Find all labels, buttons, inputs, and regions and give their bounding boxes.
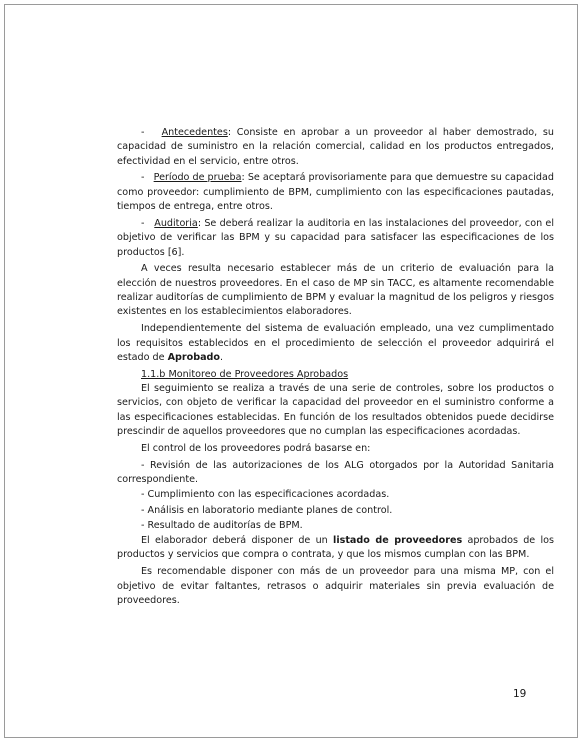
bullet-dash: - [141, 172, 145, 184]
bullet-text: : Se aceptará provisoriamente para que demuestre su capacidad como proveedor: cumplimiento de BPM, cumplimiento con las especificaciones pautadas, tiempos de entrega, entre otros. [117, 172, 554, 213]
bullet-term: Auditoria [154, 217, 198, 229]
paragraph-text: El elaborador deberá disponer de un [141, 535, 334, 547]
bullet-text: : Se deberá realizar la auditoria en las instalaciones del proveedor, con el objetivo de verificar las BPM y su capacidad para satisfacer las especificaciones de los productos [6]. [117, 217, 554, 258]
list-item: - Revisión de las autorizaciones de los ALG otorgados por la Autoridad Sanitaria correspondiente. [117, 459, 554, 485]
bold-term-listado: listado de proveedores [333, 535, 463, 547]
bullet-dash: - [141, 217, 145, 229]
paragraph-seguimiento: El seguimiento se realiza a través de una serie de controles, sobre los productos o servicios, con objeto de verificar la capacidad del proveedor en el suministro conforme a las especificaciones establecidas. En función de los resultados obtenidos puede decidirse prescindir de aquellos proveedores que no cumplan las especificaciones acordadas. [117, 383, 554, 437]
bullet-dash: - [141, 127, 145, 138]
section-subheading: 1.1.b Monitoreo de Proveedores Aprobados [141, 368, 349, 380]
bullet-antecedentes [117, 126, 554, 169]
list-item: - Cumplimiento con las especificaciones acordadas. [141, 489, 390, 501]
bullet-term: Período de prueba [153, 172, 242, 184]
bullet-periodo-de-prueba [117, 171, 554, 214]
bullet-text: : Consiste en aprobar a un proveedor al haber demostrado, su capacidad de suministro en la relación comercial, calidad en los productos entregados, efectividad en el servicio, entre otros. [117, 127, 554, 167]
bullet-auditoria [117, 217, 554, 260]
bullet-term: Antecedentes [161, 127, 228, 138]
list-item: - Análisis en laboratorio mediante planes de control. [141, 504, 393, 516]
paragraph-criterios: A veces resulta necesario establecer más de un criterio de evaluación para la elección de nuestros proveedores. En el caso de MP sin TACC, es altamente recomendable realizar auditorías de cumplimiento de BPM y evaluar la magnitud de los peligros y riesgos existentes en los establecimientos elaboradores. [117, 263, 554, 318]
paragraph-recomendacion: Es recomendable disponer con más de un proveedor para una misma MP, con el objetivo de evitar faltantes, retrasos o adquirir materiales sin previa evaluación de proveedores. [117, 566, 554, 606]
paragraph-text: . [220, 351, 224, 363]
bold-term-aprobado: Aprobado [167, 351, 221, 363]
paragraph-listado [117, 534, 554, 563]
document-body [117, 126, 554, 611]
paragraph-control-intro: El control de los proveedores podrá basarse en: [141, 442, 371, 454]
paragraph-text: Independientemente del sistema de evaluación empleado, una vez cumplimentado los requisitos establecidos en el procedimiento de selección el proveedor adquirirá el estado de [117, 323, 554, 363]
paragraph-text: aprobados de los productos y servicios que compra o contrata, y que los mismos cumplan con las BPM. [117, 535, 554, 561]
list-item: - Resultado de auditorías de BPM. [141, 519, 303, 531]
page-number: 19 [513, 688, 527, 700]
paragraph-aprobado [117, 322, 554, 365]
